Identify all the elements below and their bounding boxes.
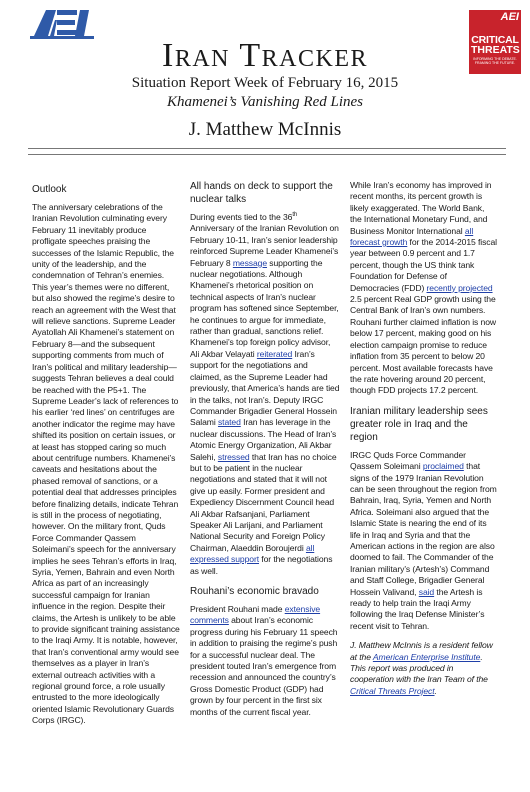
link-critical-threats-project[interactable]: Critical Threats Project <box>350 685 435 696</box>
aei-logo-text: AEI <box>30 8 32 9</box>
header-divider-bottom <box>28 154 506 155</box>
page-title: Iran Tracker <box>162 37 368 74</box>
outlook-heading: Outlook <box>32 184 67 195</box>
report-headline: Khamenei’s Vanishing Red Lines <box>167 94 363 110</box>
report-date: Situation Report Week of February 16, 2015 <box>131 75 399 91</box>
nuclear-talks-body: During events tied to the 36th Anniversary of the Iranian Revolution on February 10-11, Iran’s senior leadership reinforced Supreme Leader Khamenei’s February 8 message supporting the nuclear negotiations. Although Khamenei’s rhetorical position on technical aspects of Iran’s nuclear program has softened since September, he continues to argue for immediate, rather than gradual, sanctions relief. Khamenei’s top foreign policy advisor, Ali Akbar Velayati reiterated Iran’s support for the negotiations and claimed, as the Supreme Leader had previously, that America’s hands are tied in the talks, not Iran’s. Deputy IRGC Commander Brigadier General Hossein Salami stated Iran has leverage in the nuclear discussions. The Head of Iran’s Atomic Energy Organization, Ali Akbar Salehi, stressed that Iran has no choice but to be patient in the nuclear negotiations and stated that it will not give up easily. Former president and Expediency Discernment Council head Ali Akbar Rafsanjani, Parliament Speaker Ali Larijani, and Parliament National Security and Foreign Policy Chairman, Alaeddin Boroujerdi all expressed support for the negotiations as well. <box>190 212 340 576</box>
military-leadership-heading: Iranian military leadership sees greater role in Iraq and the region <box>350 405 488 443</box>
critical-threats-line1: CRITICAL <box>471 34 519 46</box>
link-proclaimed[interactable]: proclaimed <box>422 461 464 472</box>
column-middle <box>190 180 340 726</box>
link-extensive-comments[interactable]: extensive comments <box>190 604 321 626</box>
header-divider-top <box>28 148 506 149</box>
link-stated[interactable]: stated <box>217 417 241 428</box>
link-recently-projected[interactable]: recently projected <box>426 282 493 293</box>
outlook-body: The anniversary celebrations of the Iranian Revolution culminating every February 11 inevitably produce profligate speeches praising the successes of the Islamic Republic, the unity of the leadership, and the condemnation of Tehran’s enemies. This year’s themes were no different, but also showed the regime’s desire to reach an agreement with the West that will relieve sanctions. Supreme Leader Ayatollah Ali Khamenei’s statement on February 8—and the subsequent supporting comments from much of Iran’s political and military leadership—suggests Tehran believes a deal could be reached with the P5+1. The Supreme Leader’s lack of references to his earlier ‘red lines’ on centrifuges are another indicator the regime may have shifted its position on certain issues, or at least has stopped caring so much about centrifuge numbers. Khamenei’s caveats and hesitations about the phased removal of sanctions, or a potential deal that addresses principles before finalizing details, indicate Tehran is still in the process of negotiating, however. On the military front, Quds Force Commander Qassem Soleimani’s speech for the anniversary implies he sees Tehran’s efforts in Iraq, Syria, Yemen, Bahrain and even North Africa as part of an increasingly successful campaign for Iranian influence in the region. Despite their claims, the Artesh is unlikely to be able to provide significant training assistance to the Iraqi Army. It is notable, however, that Iran’s conventional army would see themselves as a player in Iran’s external outreach activities with a regional ground force, a role usually entrusted to the more ideologically oriented Islamic Revolutionary Guards Corps (IRGC). <box>32 202 180 726</box>
link-said[interactable]: said <box>418 586 435 597</box>
economy-body: While Iran’s economy has improved in recent months, its percent growth is likely exaggerated. The World Bank, the International Monetary Fund, and Business Monitor International all forecast growth for the 2014-2015 fiscal year between 0.9 percent and 1.7 percent, though the US think tank Foundation for Defense of Democracies (FDD) recently projected 2.5 percent Real GDP growth using the Central Bank of Iran’s own numbers. Rouhani further claimed inflation is now below 17 percent, making good on his election campaign promise to reduce inflation from 35 percent to below 20 percent. Most available forecasts have the rate hovering around 20 percent, though FDD projects 17.2 percent. <box>350 180 497 396</box>
author-bio: J. Matthew McInnis is a resident fellow at the American Enterprise Institute. This report was produced in cooperation with the Iran Team of the Critical Threats Project. <box>350 640 493 696</box>
military-leadership-body: IRGC Quds Force Commander Qassem Soleimani proclaimed that signs of the 1979 Iranian Revolution can be seen throughout the region from Bahrain, Iraq, Syria, Yemen and North Africa. Soleimani also argued that the Islamic State is nearing the end of its life in Iraq and Syria and that the American actions in the region are also doomed to fail. The Commander of the Iranian military’s (Artesh’s) Command and Staff College, Brigadier General Hossein Valivand, said the Artesh is ready to help train the Iraqi Army following the Iraq Defense Minister’s recent visit to Tehran. <box>350 449 497 631</box>
link-message[interactable]: message <box>232 257 268 268</box>
column-right <box>350 180 498 705</box>
link-all-forecast-growth[interactable]: all forecast growth <box>350 225 474 248</box>
link-reiterated[interactable]: reiterated <box>256 348 293 359</box>
critical-threats-aei: AEI <box>500 11 519 23</box>
economic-bravado-body: President Rouhani made extensive comments about Iran’s economic progress during his February 11 speech in addition to praising the regime’s push for a successful nuclear deal. The president touted Iran’s emergence from recession and announced the country’s Gross Domestic Product (GDP) had grown by four percent in the first six months of the current fiscal year. <box>190 604 338 717</box>
link-american-enterprise-institute[interactable]: American Enterprise Institute <box>372 651 481 662</box>
column-outlook <box>32 183 180 735</box>
economic-bravado-heading: Rouhani’s economic bravado <box>190 586 319 597</box>
link-stressed[interactable]: stressed <box>217 451 250 462</box>
critical-threats-tagline: INFORMING THE DEBATE. FRAMING THE FUTURE. <box>473 57 517 65</box>
critical-threats-line2: THREATS <box>471 44 520 56</box>
author-name: J. Matthew McInnis <box>188 119 342 140</box>
nuclear-talks-heading: All hands on deck to support the nuclear talks <box>190 181 333 205</box>
link-all-expressed-support[interactable]: all expressed support <box>190 542 315 565</box>
